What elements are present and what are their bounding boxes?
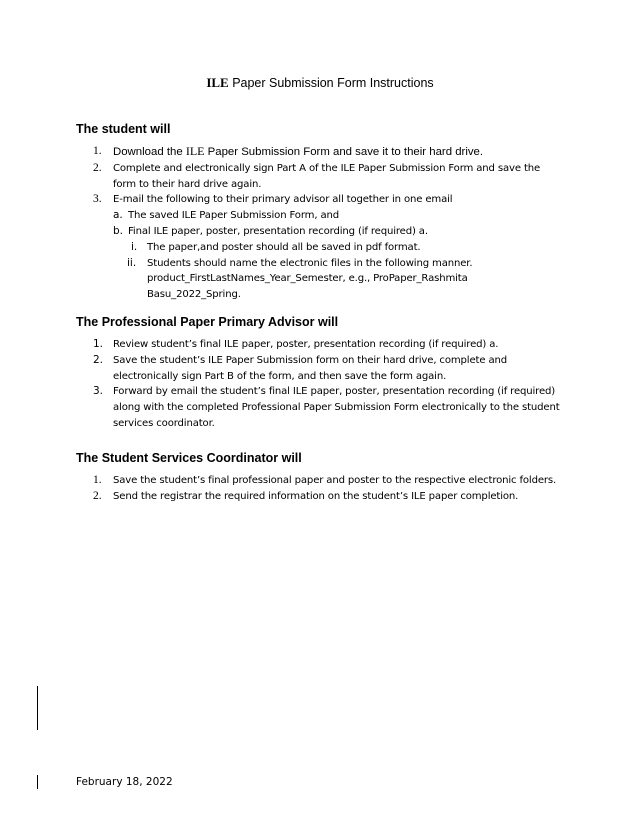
list-number: 1.	[93, 338, 104, 350]
coordinator-item-1	[0, 473, 640, 489]
list-number: 2.	[93, 161, 102, 174]
advisor-item-2	[0, 353, 640, 385]
student-subsubitem-i	[0, 240, 640, 256]
list-text	[113, 144, 563, 161]
list-number: 2.	[93, 489, 102, 502]
list-text: E-mail the following to their primary advisor all together in one email	[113, 194, 453, 206]
list-number: 1.	[93, 145, 102, 157]
list-text-ile: ILE	[185, 144, 205, 158]
list-text: Save the student’s final professional paper and poster to the respective electronic folders.	[113, 475, 557, 486]
list-number: 3.	[93, 193, 102, 206]
list-text: The saved ILE Paper Submission Form, and	[128, 210, 339, 222]
list-text: Students should name the electronic files in the following manner. product_FirstLastNames_Year_Semester, e.g., ProPaper_Rashmita Basu_2022_Spring.	[147, 257, 473, 301]
student-item-2	[0, 161, 640, 193]
document-title	[0, 75, 640, 91]
list-number: 2.	[93, 353, 104, 366]
title-ile: ILE	[206, 75, 229, 90]
title-rest: Paper Submission Form Instructions	[228, 76, 434, 90]
advisor-item-1	[0, 337, 640, 353]
margin-change-bar	[37, 775, 38, 789]
student-subitem-b	[0, 224, 640, 240]
list-number: 3.	[93, 385, 104, 398]
advisor-item-3	[0, 384, 640, 431]
list-text: Send the registrar the required information on the student’s ILE paper completion.	[113, 490, 519, 502]
student-subitem-a	[0, 208, 640, 224]
list-text: Review student’s final ILE paper, poster, presentation recording (if required) a.	[113, 339, 499, 350]
list-roman: ii.	[127, 256, 137, 269]
list-number: 1.	[93, 474, 102, 486]
list-roman: i.	[131, 240, 138, 253]
student-item-3	[0, 192, 640, 208]
coordinator-section-heading: The Student Services Coordinator will	[76, 451, 302, 465]
list-text: Complete and electronically sign Part A of the ILE Paper Submission Form and save the form to their hard drive again.	[113, 162, 541, 190]
list-text: The paper,and poster should all be saved in pdf format.	[147, 241, 421, 253]
margin-change-bar	[37, 686, 38, 730]
advisor-list	[0, 337, 640, 432]
advisor-section-heading: The Professional Paper Primary Advisor will	[76, 315, 339, 329]
student-list	[0, 144, 640, 303]
list-letter: b.	[113, 224, 124, 237]
coordinator-item-2	[0, 489, 640, 505]
list-text: Final ILE paper, poster, presentation recording (if required) a.	[128, 225, 428, 237]
list-text: Forward by email the student’s final ILE paper, poster, presentation recording (if required) along with the completed Professional Paper Submission Form electronically to the student services coordinator.	[113, 386, 560, 429]
list-text-part: Paper Submission Form and save it to their hard drive.	[204, 146, 484, 158]
student-section-heading: The student will	[76, 122, 171, 136]
list-text: Save the student’s ILE Paper Submission form on their hard drive, complete and electronically sign Part B of the form, and then save the form again.	[113, 354, 507, 382]
coordinator-list	[0, 473, 640, 505]
student-subsubitem-ii	[0, 256, 640, 303]
list-letter: a.	[113, 209, 123, 222]
list-text-part: Download the	[113, 146, 186, 158]
footer-date: February 18, 2022	[76, 776, 173, 788]
student-item-1	[0, 144, 640, 161]
